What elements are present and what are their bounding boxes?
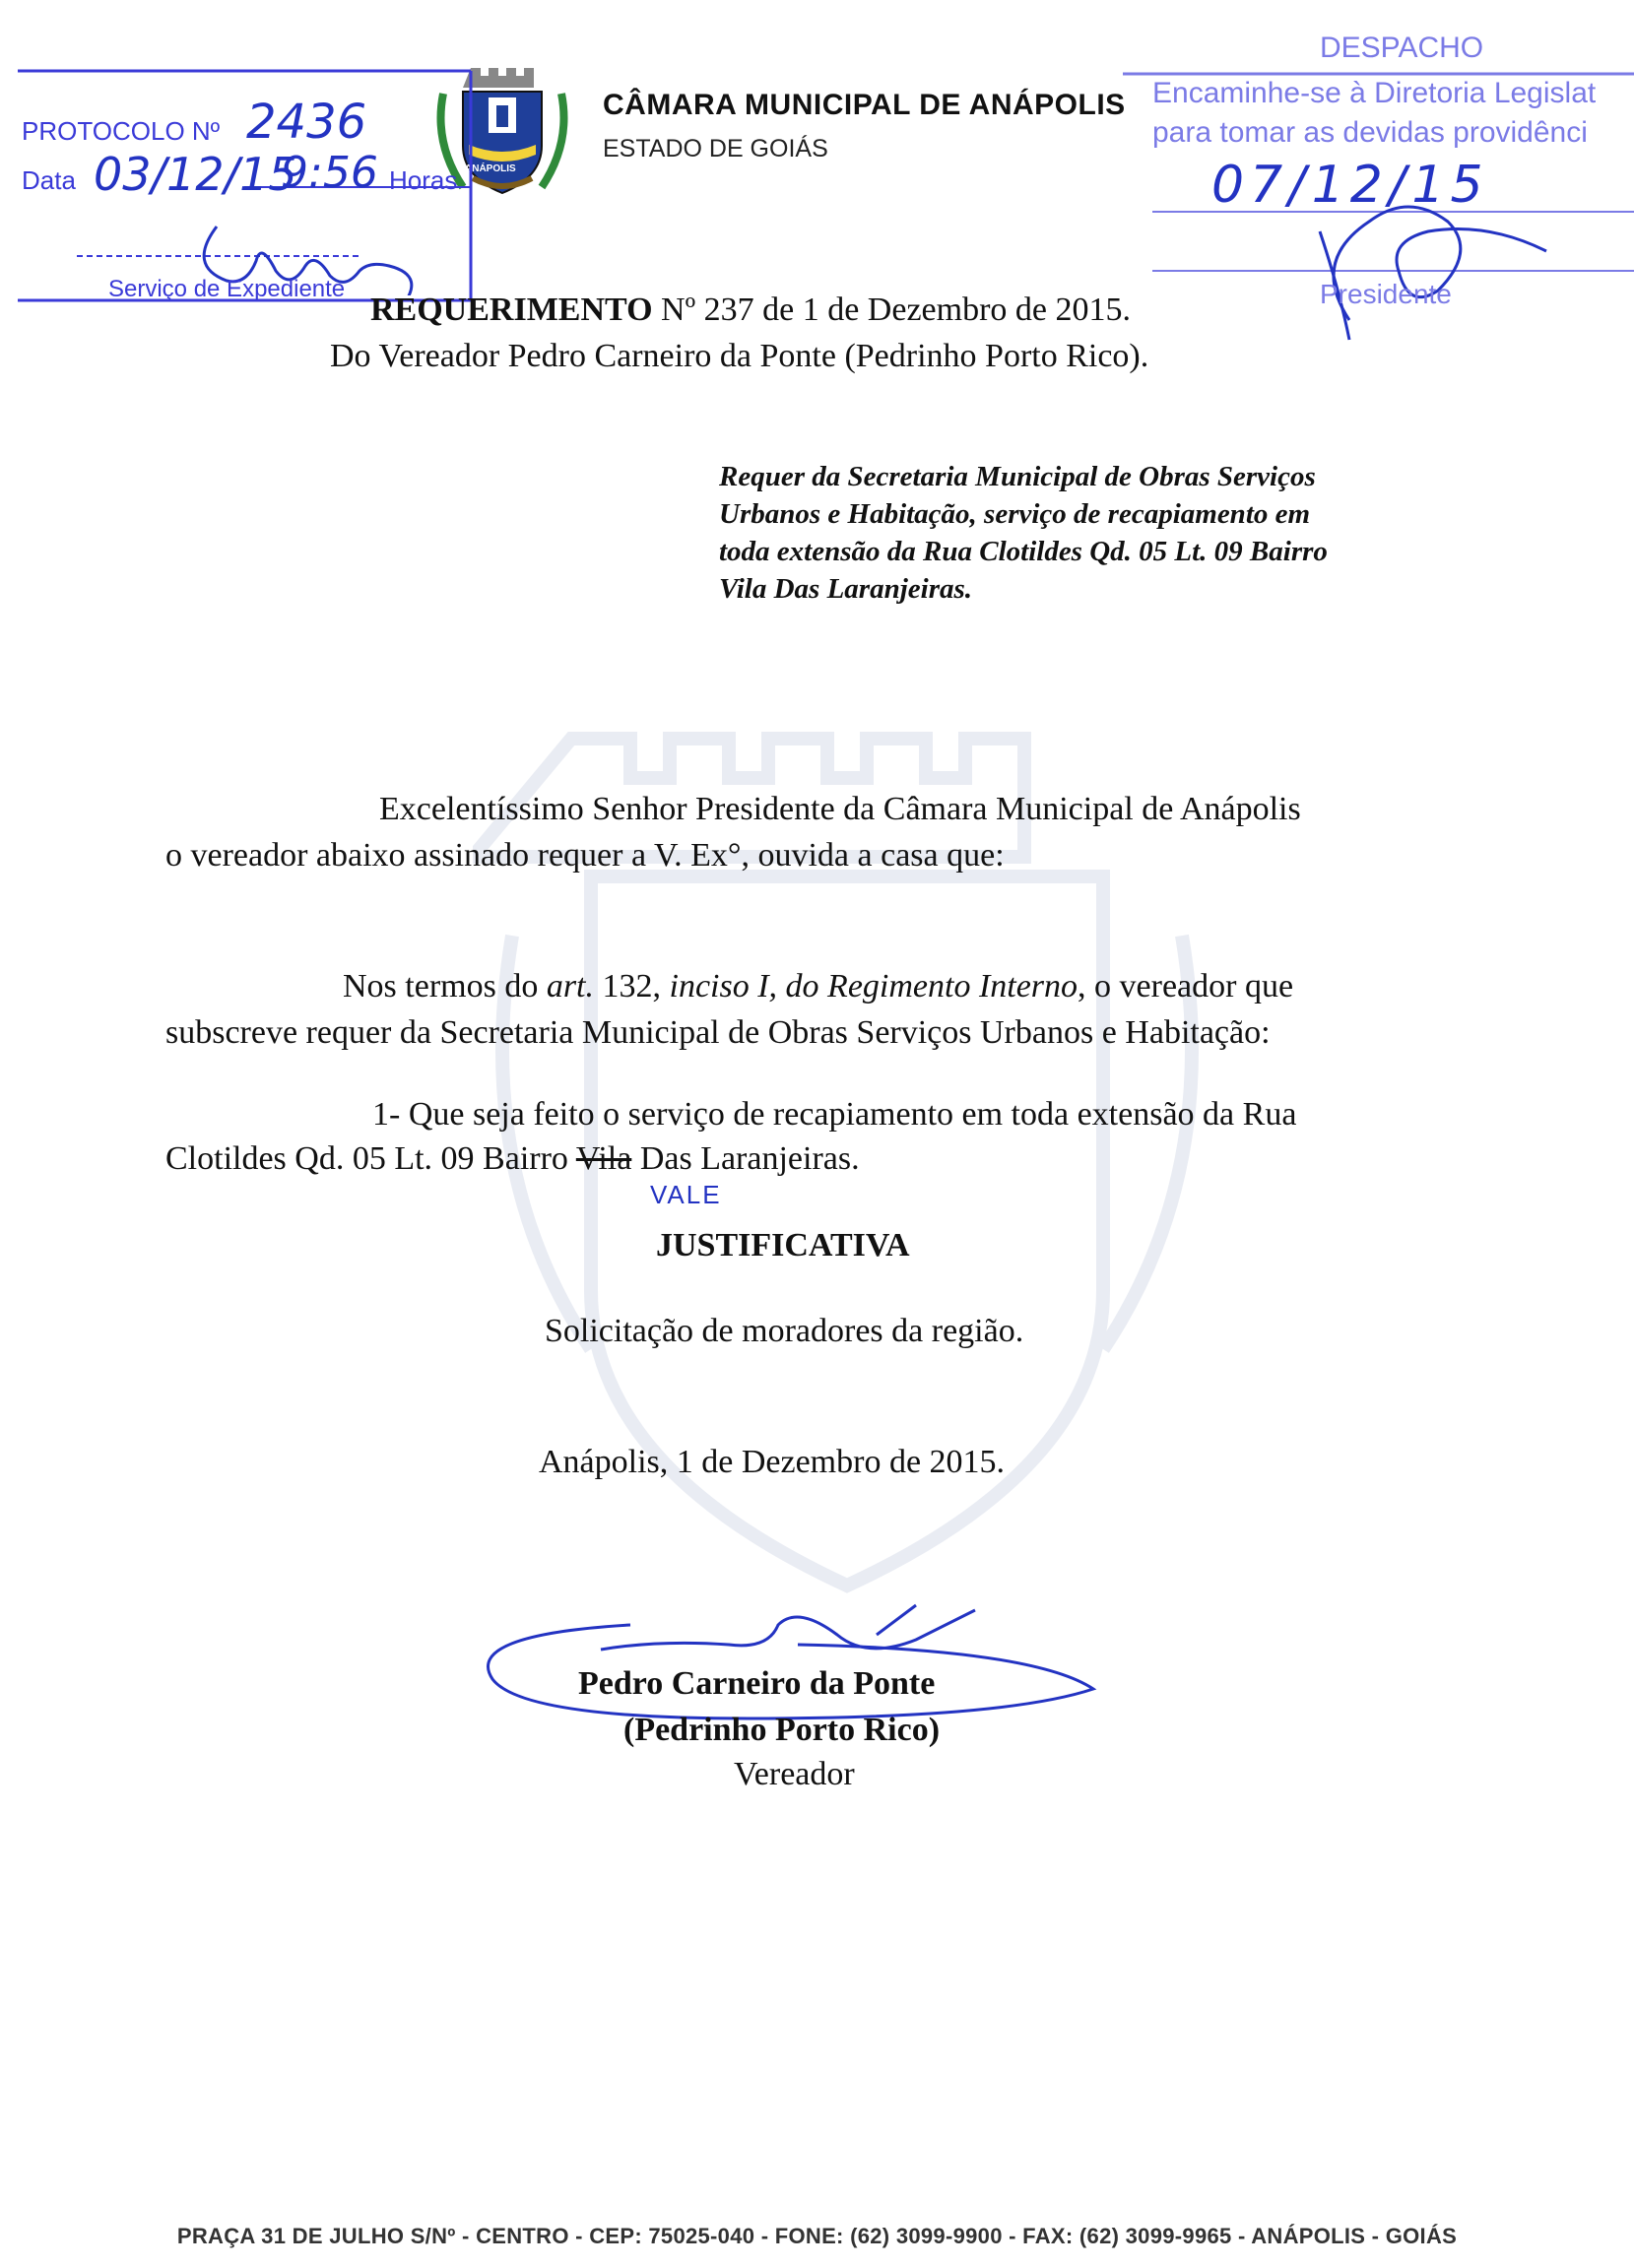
summary-line-2: Urbanos e Habitação, serviço de recapiamento em [719, 498, 1311, 530]
item-1-line-1: 1- Que seja feito o serviço de recapiamento em toda extensão da Rua [372, 1096, 1297, 1133]
salutation-line-2: o vereador abaixo assinado requer a V. Ex°, ouvida a casa que: [165, 837, 1005, 874]
despacho-line-2: para tomar as devidas providênci [1152, 116, 1588, 149]
place-date: Anápolis, 1 de Dezembro de 2015. [539, 1444, 1006, 1480]
handwritten-correction: VALE [650, 1180, 722, 1209]
para2-part-a: Nos termos do [343, 968, 547, 1004]
para2-part-b: art. [546, 968, 595, 1004]
protocol-service-label: Serviço de Expediente [108, 276, 346, 302]
summary-line-3: toda extensão da Rua Clotildes Qd. 05 Lt. 09 Bairro [719, 536, 1328, 567]
document-author: Do Vereador Pedro Carneiro da Ponte (Pedrinho Porto Rico). [330, 338, 1149, 374]
despacho-date: 07/12/15 [1211, 156, 1489, 215]
item1-part-a: Clotildes Qd. 05 Lt. 09 Bairro [165, 1140, 576, 1177]
paragraph-regimento-line-2: subscreve requer da Secretaria Municipal de Obras Serviços Urbanos e Habitação: [165, 1014, 1271, 1051]
crest-text: ANÁPOLIS [465, 163, 516, 174]
despacho-role: Presidente [1320, 279, 1452, 309]
protocol-time: 9:56 [281, 148, 378, 198]
item1-struck-word: Vila [575, 1140, 632, 1177]
summary-line-1: Requer da Secretaria Municipal de Obras Serviços [719, 461, 1316, 492]
paragraph-regimento-line-1 [343, 970, 1293, 1004]
protocol-date: 03/12/15 [94, 148, 297, 201]
para2-part-e: , o vereador que [1078, 968, 1294, 1004]
protocol-date-label: Data [22, 165, 76, 195]
document-title-rest: Nº 237 de 1 de Dezembro de 2015. [652, 292, 1131, 328]
document-title [370, 293, 1131, 327]
despacho-title: DESPACHO [1320, 32, 1484, 64]
protocol-label: PROTOCOLO Nº [22, 116, 221, 146]
justification-title: JUSTIFICATIVA [656, 1227, 910, 1264]
signature-role: Vereador [734, 1756, 855, 1792]
item-1-line-2 [165, 1142, 860, 1176]
signature-name: Pedro Carneiro da Ponte [578, 1665, 936, 1702]
despacho-line-1: Encaminhe-se à Diretoria Legislat [1152, 77, 1597, 109]
protocol-hours-label: Horas [389, 165, 458, 195]
signature-nickname: (Pedrinho Porto Rico) [623, 1712, 941, 1748]
institution-name: CÂMARA MUNICIPAL DE ANÁPOLIS [603, 89, 1126, 121]
justification-text: Solicitação de moradores da região. [545, 1313, 1024, 1349]
institution-state: ESTADO DE GOIÁS [603, 135, 828, 162]
para2-part-d: inciso I, do Regimento Interno [669, 968, 1078, 1004]
protocol-number: 2436 [246, 95, 367, 150]
item1-part-c: Das Laranjeiras. [631, 1140, 860, 1177]
document-title-bold: REQUERIMENTO [370, 292, 653, 328]
para2-part-c: 132, [594, 968, 670, 1004]
page-footer: PRAÇA 31 DE JULHO S/Nº - CENTRO - CEP: 75025-040 - FONE: (62) 3099-9900 - FAX: (62) 3099-9965 - ANÁPOLIS - GOIÁS [176, 2224, 1458, 2248]
salutation-line-1: Excelentíssimo Senhor Presidente da Câmara Municipal de Anápolis [379, 791, 1301, 827]
summary-line-4: Vila Das Laranjeiras. [719, 573, 973, 605]
